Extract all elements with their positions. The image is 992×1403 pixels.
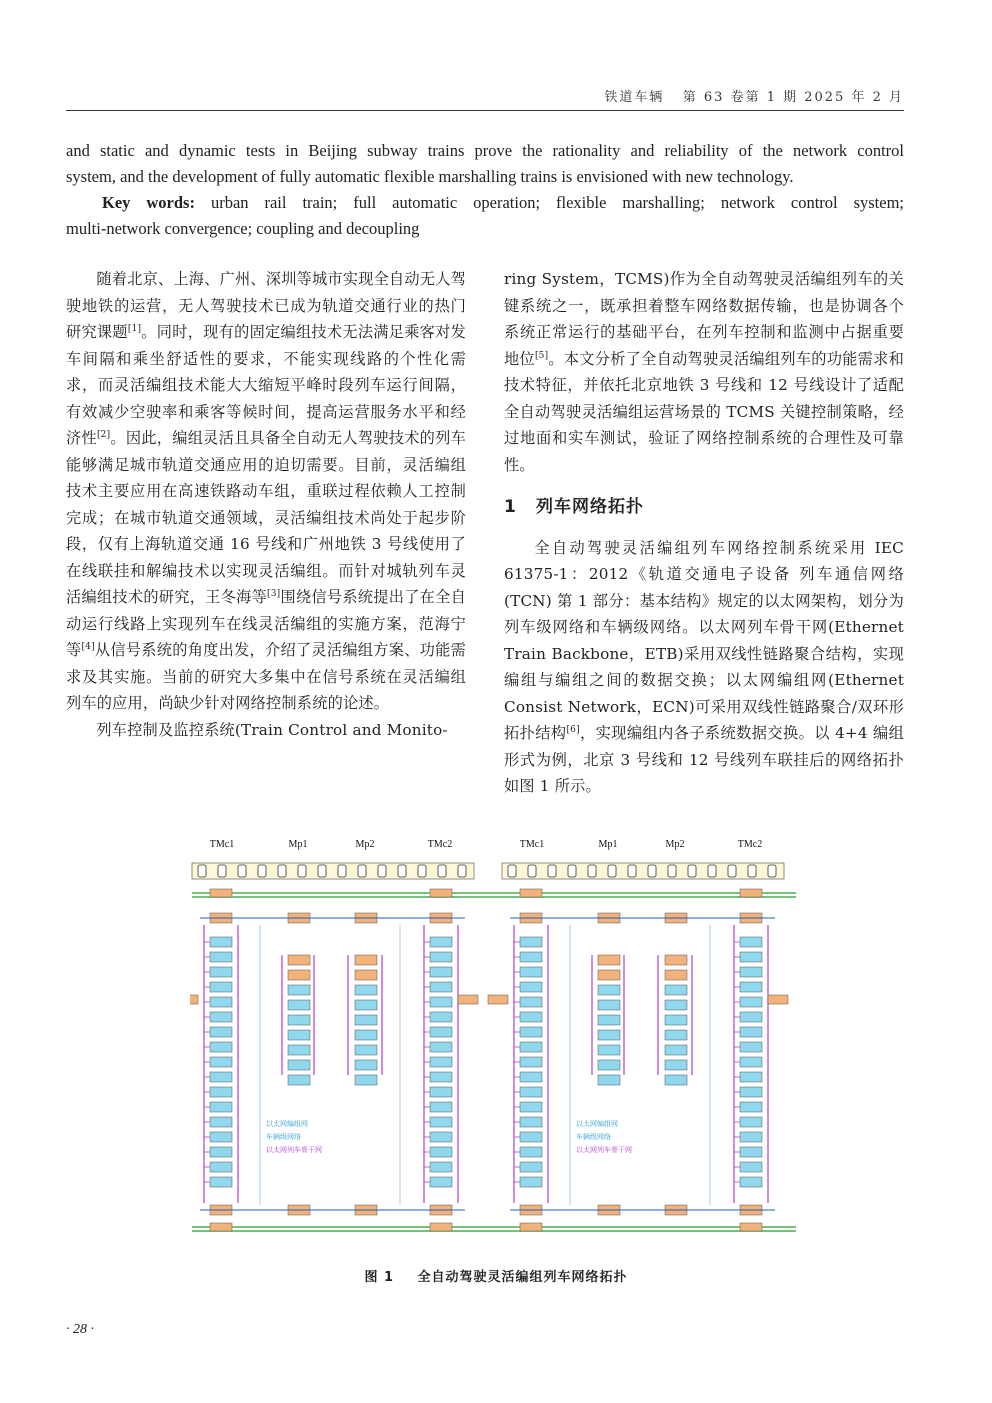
car-label: TMc1 [209,839,235,850]
car-label: Mp1 [598,839,618,850]
device-box [520,1132,542,1142]
device-box [430,1057,452,1067]
section-heading: 1 列车网络拓扑 [504,497,644,517]
issue-info: 第 63 卷第 1 期 2025 年 2 月 [682,90,904,105]
device-box [520,1072,542,1082]
train-window [608,865,616,877]
car-label: Mp2 [665,839,685,850]
device-box [430,937,452,947]
train-window [688,865,696,877]
device-box [210,1057,232,1067]
device-box [740,1132,762,1142]
device-box [355,1075,377,1085]
device-box [210,1177,232,1187]
device-box [355,955,377,965]
car-label: TMc1 [519,839,545,850]
etb-node [430,1223,452,1231]
train-body [502,863,784,879]
device-box [740,1147,762,1157]
device-box [598,955,620,965]
device-box [520,1162,542,1172]
etb-node [210,889,232,897]
device-box [288,970,310,980]
device-box [210,1087,232,1097]
device-box [210,1147,232,1157]
page-number: · 28 · [66,1322,94,1337]
device-box [520,1012,542,1022]
train-window [548,865,556,877]
keywords-line [66,190,904,216]
device-box [520,1087,542,1097]
device-box [210,967,232,977]
device-box [210,1132,232,1142]
train-window [728,865,736,877]
train-window [458,865,466,877]
device-box [665,1015,687,1025]
device-box [598,985,620,995]
device-box [210,1162,232,1172]
device-box [740,1087,762,1097]
device-box [430,967,452,977]
legend-text: 车辆级网络 [576,1133,611,1141]
device-box [210,952,232,962]
train-window [218,865,226,877]
device-box [665,970,687,980]
train-window [768,865,776,877]
device-box [288,1075,310,1085]
train-window [668,865,676,877]
train-window [418,865,426,877]
device-box [288,1015,310,1025]
device-box [210,1042,232,1052]
citation: [1] [127,323,142,334]
device-box [210,1012,232,1022]
device-box [430,1027,452,1037]
train-window [258,865,266,877]
train-window [748,865,756,877]
device-box [520,1117,542,1127]
device-box [430,997,452,1007]
train-window [568,865,576,877]
journal-name: 铁道车辆 [604,90,665,105]
device-box [355,1015,377,1025]
device-box [520,997,542,1007]
device-box [598,1000,620,1010]
train-window [198,865,206,877]
legend-text: 以太网列车骨干网 [266,1146,322,1154]
etb-node [520,1223,542,1231]
device-box [598,1075,620,1085]
device-box [430,1117,452,1127]
keywords-text: urban rail train; full automatic operation; flexible marshalling; network control system; [210,193,905,212]
train-window [438,865,446,877]
device-box [288,955,310,965]
device-box [740,1177,762,1187]
train-window [338,865,346,877]
device-box [430,1132,452,1142]
car-label: TMc2 [427,839,453,850]
left-column [66,266,466,743]
device-box [210,997,232,1007]
device-box [355,1030,377,1040]
device-box [210,937,232,947]
device-box [740,1027,762,1037]
train-window [238,865,246,877]
device-box [598,1060,620,1070]
terminal-node [768,995,788,1004]
train-window [528,865,536,877]
etb-node [520,889,542,897]
figure-caption [0,1266,992,1285]
citation: [3] [267,588,281,599]
device-box [430,1147,452,1157]
device-box [210,1117,232,1127]
header-rule [66,110,904,111]
train-window [628,865,636,877]
device-box [430,1102,452,1112]
device-box [740,1012,762,1022]
paragraph: 列车控制及监控系统(Train Control and Monito- [96,720,448,739]
device-box [740,1102,762,1112]
citation: [6] [566,724,580,735]
train-window [508,865,516,877]
device-box [288,1000,310,1010]
train-window [398,865,406,877]
device-box [665,955,687,965]
device-box [520,1147,542,1157]
device-box [430,1072,452,1082]
figure-label: 图 1 [364,1270,395,1285]
paragraph: ring System，TCMS)作为全自动驾驶灵活编组列车的关键系统之一，既承担着整车网络数据传输，也是协调各个系统正常运行的基础平台，在列车控制和监测中占据重要地位[5]。本文分析了全自动驾驶灵活编组列车的功能需求和技术特征，并依托北京地铁 3 号线和 12 号线设计了适配全自动驾驶灵活编组运营场景的 TCMS 关键控制策略，经过地面和实车测试，验证了网络控制系统的合理性及可靠性。 [504,270,904,474]
device-box [598,1030,620,1040]
device-box [520,1057,542,1067]
train-window [298,865,306,877]
car-label: Mp1 [288,839,308,850]
abstract-line: system, and the development of fully automatic flexible marshalling trains is envisioned with new technology. [66,167,794,186]
device-box [740,967,762,977]
device-box [665,1075,687,1085]
device-box [288,1030,310,1040]
device-box [430,1162,452,1172]
device-box [430,982,452,992]
device-box [740,937,762,947]
device-box [740,997,762,1007]
device-box [520,1027,542,1037]
device-box [355,1045,377,1055]
train-window [358,865,366,877]
device-box [210,1102,232,1112]
device-box [740,1117,762,1127]
device-box [355,985,377,995]
device-box [430,1087,452,1097]
legend-text: 以太网编组网 [576,1120,618,1128]
train-body [192,863,474,879]
legend-text: 以太网编组网 [266,1120,308,1128]
device-box [520,952,542,962]
device-box [520,967,542,977]
terminal-node [458,995,478,1004]
train-window [278,865,286,877]
car-label: TMc2 [737,839,763,850]
device-box [740,1042,762,1052]
terminal-node [488,995,508,1004]
citation: [5] [534,350,549,361]
device-box [740,1057,762,1067]
device-box [355,1000,377,1010]
citation: [2] [96,429,111,440]
etb-node [740,889,762,897]
device-box [210,982,232,992]
paragraph: 随着北京、上海、广州、深圳等城市实现全自动无人驾驶地铁的运营，无人驾驶技术已成为轨道交通行业的热门研究课题[1]。同时，现有的固定编组技术无法满足乘客对发车间隔和乘坐舒适性的要求，不能实现线路的个性化需求，而灵活编组技术能大大缩短平峰时段列车运行间隔，有效减少空驶率和乘客等候时间，提高运营服务水平和经济性[2]。因此，编组灵活且具备全自动无人驾驶技术的列车能够满足城市轨道交通应用的迫切需要。目前，灵活编组技术主要应用在高速铁路动车组，重联过程依赖人工控制完成；在城市轨道交通领域，灵活编组技术尚处于起步阶段，仅有上海轨道交通 16 号线和广州地铁 3 号线使用了在线联挂和解编技术以实现灵活编组。而针对城轨列车灵活编组技术的研究，王冬海等[3]围绕信号系统提出了在全自动运行线路上实现列车在线灵活编组的实施方案，范海宁等[4]从信号系统的角度出发，介绍了灵活编组方案、功能需求及其实施。当前的研究大多集中在信号系统在灵活编组列车的应用，尚缺少针对网络控制系统的论述。 [66,270,466,712]
device-box [740,982,762,992]
device-box [740,952,762,962]
device-box [210,1072,232,1082]
device-box [740,1072,762,1082]
etb-node [740,1223,762,1231]
device-box [430,1012,452,1022]
running-header [604,86,904,105]
device-box [520,1042,542,1052]
device-box [665,1045,687,1055]
car-label: Mp2 [355,839,375,850]
device-box [520,937,542,947]
keywords-label: Key words: [102,193,195,212]
device-box [598,970,620,980]
device-box [520,1102,542,1112]
device-box [430,1177,452,1187]
device-box [665,1000,687,1010]
device-box [430,1042,452,1052]
network-topology-figure [190,835,800,1240]
train-window [588,865,596,877]
device-box [210,1027,232,1037]
device-box [430,952,452,962]
right-column [504,266,904,800]
legend-text: 以太网列车骨干网 [576,1146,632,1154]
citation: [4] [81,641,95,652]
device-box [355,970,377,980]
figure-title: 全自动驾驶灵活编组列车网络拓扑 [417,1270,628,1285]
paragraph: 全自动驾驶灵活编组列车网络控制系统采用 IEC 61375-1：2012《轨道交通电子设备 列车通信网络(TCN) 第 1 部分：基本结构》规定的以太网架构，划分为列车级网络和车辆级网络。以太网列车骨干网(Ethernet Train Backbone，ETB)采用双线性链路聚合结构，实现编组与编组之间的数据交换；以太网编组网(Ethernet Consist Network，ECN)可采用双线性链路聚合/双环形拓扑结构[6]，实现编组内各子系统数据交换。以 4+4 编组形式为例，北京 3 号线和 12 号线列车联挂后的网络拓扑如图 1 所示。 [504,538,904,795]
device-box [520,1177,542,1187]
abstract-line: and static and dynamic tests in Beijing subway trains prove the rationality and reliability of the network control [66,141,904,160]
device-box [288,985,310,995]
device-box [598,1015,620,1025]
terminal-node [190,995,198,1004]
keywords-line: multi-network convergence; coupling and decoupling [66,219,420,238]
device-box [665,1060,687,1070]
train-window [648,865,656,877]
etb-node [210,1223,232,1231]
device-box [665,985,687,995]
train-window [318,865,326,877]
device-box [288,1045,310,1055]
device-box [665,1030,687,1040]
device-box [598,1045,620,1055]
train-window [378,865,386,877]
train-window [708,865,716,877]
device-box [740,1162,762,1172]
etb-node [430,889,452,897]
device-box [355,1060,377,1070]
device-box [520,982,542,992]
device-box [288,1060,310,1070]
legend-text: 车辆级网络 [266,1133,301,1141]
